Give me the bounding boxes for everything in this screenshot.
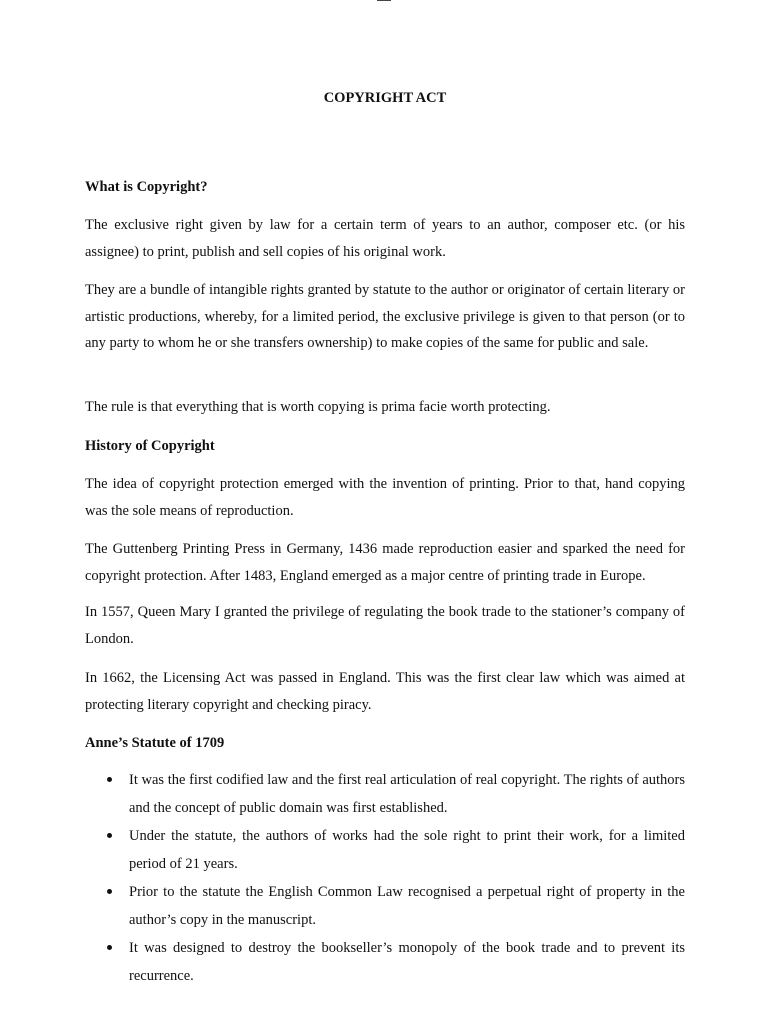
document-title: COPYRIGHT ACT [323, 90, 447, 106]
list-item [85, 766, 685, 822]
annes-statute-bullet-list [85, 766, 685, 990]
list-item-text: Prior to the statute the English Common Law recognised a perpetual right of property in the author’s copy in the manuscript. [129, 884, 685, 928]
paragraph-bundle-of-rights: They are a bundle of intangible rights granted by statute to the author or originator of certain literary or artistic productions, whereby, for a limited period, the exclusive privilege is given to that person (or to any party to whom he or she transfers ownership) to make copies of the same for public and sale. [85, 282, 685, 351]
bullet-dot-icon [107, 833, 112, 838]
paragraph-printing-invention: The idea of copyright protection emerged with the invention of printing. Prior to that, hand copying was the sole means of reproduction. [85, 476, 685, 519]
list-item-text: It was designed to destroy the bookseller’s monopoly of the book trade and to prevent its recurrence. [129, 940, 685, 984]
section-heading-what-is-copyright: What is Copyright? [85, 179, 208, 195]
page-top-mark [377, 0, 391, 1]
section-heading-history: History of Copyright [85, 438, 215, 454]
list-item-text: Under the statute, the authors of works had the sole right to print their work, for a limited period of 21 years. [129, 828, 685, 872]
paragraph-licensing-act: In 1662, the Licensing Act was passed in England. This was the first clear law which was aimed at protecting literary copyright and checking piracy. [85, 670, 685, 713]
paragraph-definition: The exclusive right given by law for a certain term of years to an author, composer etc. (or his assignee) to print, publish and sell copies of his original work. [85, 217, 685, 260]
list-item [85, 878, 685, 934]
paragraph-queen-mary: In 1557, Queen Mary I granted the privilege of regulating the book trade to the stationer’s company of London. [85, 604, 685, 647]
list-item-text: It was the first codified law and the first real articulation of real copyright. The rights of authors and the concept of public domain was first established. [129, 772, 685, 816]
list-item [85, 934, 685, 990]
paragraph-guttenberg: The Guttenberg Printing Press in Germany, 1436 made reproduction easier and sparked the need for copyright protection. After 1483, England emerged as a major centre of printing trade in Europe. [85, 541, 685, 584]
section-heading-annes-statute: Anne’s Statute of 1709 [85, 735, 225, 751]
list-item [85, 822, 685, 878]
bullet-dot-icon [107, 945, 112, 950]
bullet-dot-icon [107, 889, 112, 894]
paragraph-rule: The rule is that everything that is worth copying is prima facie worth protecting. [85, 399, 551, 415]
bullet-dot-icon [107, 777, 112, 782]
